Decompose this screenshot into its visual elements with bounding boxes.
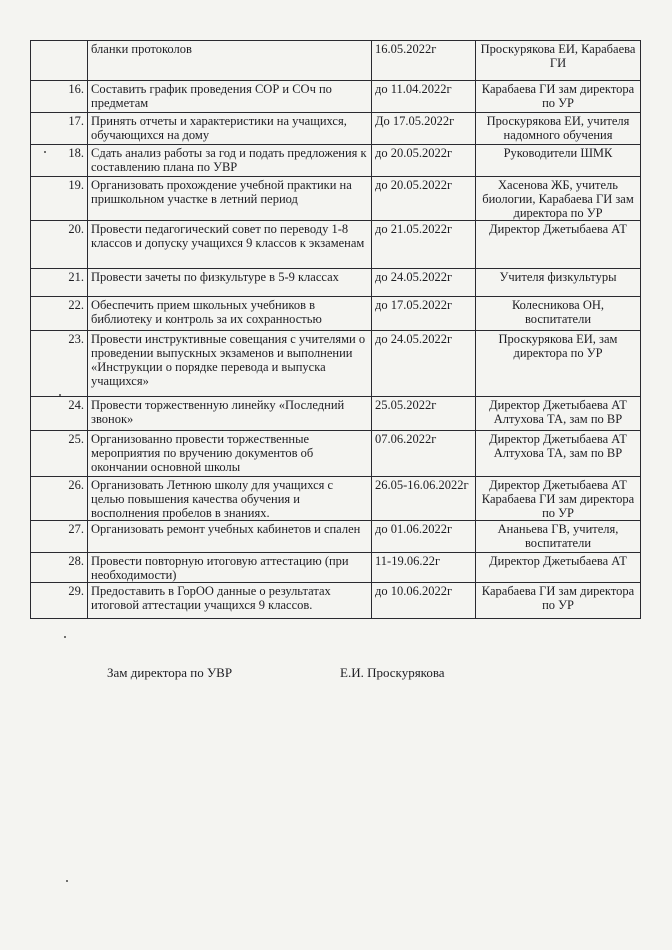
row-number: 29. <box>31 583 88 619</box>
plan-table <box>30 40 641 619</box>
table-row <box>31 553 641 583</box>
responsible-cell: Директор Джетыбаева АТ <box>476 221 641 269</box>
task-cell: Организовать ремонт учебных кабинетов и спален <box>88 521 372 553</box>
task-cell: Провести торжественную линейку «Последний звонок» <box>88 397 372 431</box>
responsible-cell: Директор Джетыбаева АТ Алтухова ТА, зам по ВР <box>476 431 641 477</box>
responsible-cell: Хасенова ЖБ, учитель биологии, Карабаева ГИ зам директора по УР <box>476 177 641 221</box>
row-number: 17. <box>31 113 88 145</box>
row-number: 22. <box>31 297 88 331</box>
deadline-cell: До 17.05.2022г <box>372 113 476 145</box>
task-cell: Организовать Летнюю школу для учащихся с целью повышения качества обучения и восполнения пробелов в знаниях. <box>88 477 372 521</box>
task-cell: Провести повторную итоговую аттестацию (при необходимости) <box>88 553 372 583</box>
responsible-cell: Проскурякова ЕИ, учителя надомного обучения <box>476 113 641 145</box>
table-row <box>31 397 641 431</box>
row-number: 23. <box>31 331 88 397</box>
table-row <box>31 583 641 619</box>
signature-role: Зам директора по УВР <box>107 665 233 680</box>
table-row <box>31 113 641 145</box>
responsible-cell: Ананьева ГВ, учителя, воспитатели <box>476 521 641 553</box>
scan-speck <box>64 636 66 638</box>
signature-name: Е.И. Проскурякова <box>340 665 445 680</box>
table-row <box>31 477 641 521</box>
scan-speck <box>44 151 46 153</box>
deadline-cell: до 24.05.2022г <box>372 269 476 297</box>
task-cell: Провести зачеты по физкультуре в 5-9 классах <box>88 269 372 297</box>
row-number: 21. <box>31 269 88 297</box>
task-cell: Провести педагогический совет по переводу 1-8 классов и допуску учащихся 9 классов к экзаменам <box>88 221 372 269</box>
responsible-cell: Карабаева ГИ зам директора по УР <box>476 81 641 113</box>
row-number: 25. <box>31 431 88 477</box>
table-row <box>31 297 641 331</box>
table-row <box>31 81 641 113</box>
deadline-cell: до 20.05.2022г <box>372 145 476 177</box>
responsible-cell: Карабаева ГИ зам директора по УР <box>476 583 641 619</box>
scan-speck <box>59 394 61 396</box>
deadline-cell: до 20.05.2022г <box>372 177 476 221</box>
table-row <box>31 331 641 397</box>
task-cell: Сдать анализ работы за год и подать предложения к составлению плана по УВР <box>88 145 372 177</box>
plan-table-body <box>31 41 641 619</box>
table-row <box>31 221 641 269</box>
deadline-cell: до 24.05.2022г <box>372 331 476 397</box>
table-row <box>31 177 641 221</box>
deadline-cell: до 01.06.2022г <box>372 521 476 553</box>
responsible-cell: Проскурякова ЕИ, Карабаева ГИ <box>476 41 641 81</box>
row-number: 16. <box>31 81 88 113</box>
responsible-cell: Учителя физкультуры <box>476 269 641 297</box>
task-cell: Предоставить в ГорОО данные о результатах итоговой аттестации учащихся 9 классов. <box>88 583 372 619</box>
deadline-cell: 11-19.06.22г <box>372 553 476 583</box>
row-number: 24. <box>31 397 88 431</box>
deadline-cell: до 10.06.2022г <box>372 583 476 619</box>
table-row <box>31 41 641 81</box>
table-row <box>31 431 641 477</box>
deadline-cell: 26.05-16.06.2022г <box>372 477 476 521</box>
table-row <box>31 521 641 553</box>
table-row <box>31 269 641 297</box>
task-cell: Организованно провести торжественные мероприятия по вручению документов об окончании основной школы <box>88 431 372 477</box>
deadline-cell: 07.06.2022г <box>372 431 476 477</box>
responsible-cell: Директор Джетыбаева АТ Карабаева ГИ зам директора по УР <box>476 477 641 521</box>
table-row <box>31 145 641 177</box>
row-number <box>31 41 88 81</box>
responsible-cell: Директор Джетыбаева АТ <box>476 553 641 583</box>
row-number: 28. <box>31 553 88 583</box>
row-number: 18. <box>31 145 88 177</box>
responsible-cell: Колесникова ОН, воспитатели <box>476 297 641 331</box>
task-cell: Составить график проведения СОР и СОч по предметам <box>88 81 372 113</box>
responsible-cell: Проскурякова ЕИ, зам директора по УР <box>476 331 641 397</box>
scan-speck <box>66 880 68 882</box>
task-cell: Принять отчеты и характеристики на учащихся, обучающихся на дому <box>88 113 372 145</box>
row-number: 19. <box>31 177 88 221</box>
responsible-cell: Руководители ШМК <box>476 145 641 177</box>
deadline-cell: до 17.05.2022г <box>372 297 476 331</box>
deadline-cell: до 11.04.2022г <box>372 81 476 113</box>
deadline-cell: до 21.05.2022г <box>372 221 476 269</box>
deadline-cell: 25.05.2022г <box>372 397 476 431</box>
task-cell: бланки протоколов <box>88 41 372 81</box>
task-cell: Провести инструктивные совещания с учителями о проведении выпускных экзаменов и выполнении «Инструкции о порядке перевода и выпуска учащихся» <box>88 331 372 397</box>
task-cell: Организовать прохождение учебной практики на пришкольном участке в летний период <box>88 177 372 221</box>
row-number: 20. <box>31 221 88 269</box>
deadline-cell: 16.05.2022г <box>372 41 476 81</box>
task-cell: Обеспечить прием школьных учебников в библиотеку и контроль за их сохранностью <box>88 297 372 331</box>
row-number: 27. <box>31 521 88 553</box>
row-number: 26. <box>31 477 88 521</box>
responsible-cell: Директор Джетыбаева АТ Алтухова ТА, зам по ВР <box>476 397 641 431</box>
